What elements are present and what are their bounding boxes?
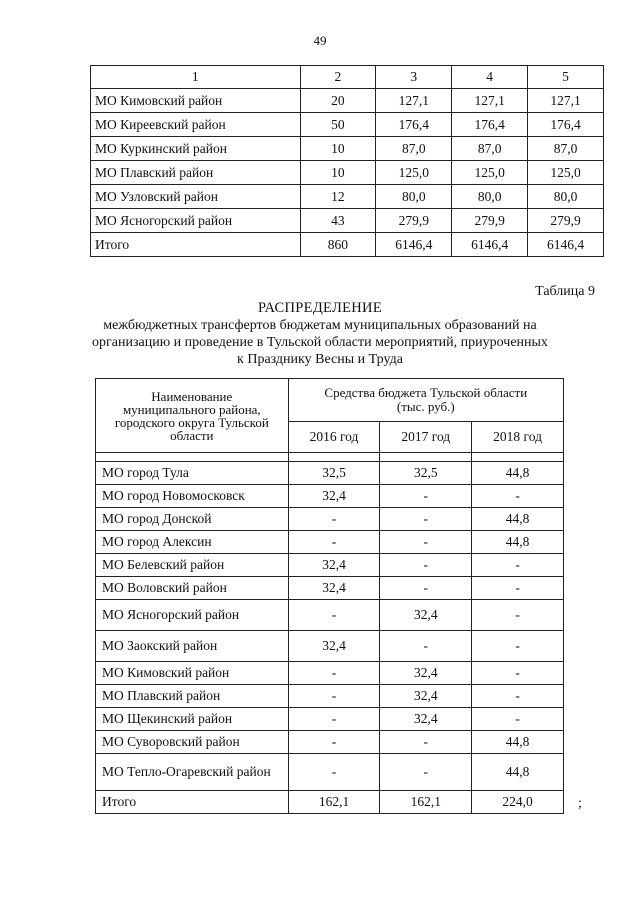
value-cell: 32,4 xyxy=(380,600,472,631)
value-cell: 12 xyxy=(300,185,376,209)
page-number: 49 xyxy=(313,33,327,48)
year-header: 2018 год xyxy=(472,422,564,453)
column-number-cell: 2 xyxy=(300,66,376,89)
value-cell: 176,4 xyxy=(376,113,452,137)
value-cell: 32,4 xyxy=(380,662,472,685)
region-name-cell: Итого xyxy=(96,791,289,814)
table-row xyxy=(96,600,564,631)
value-cell: 279,9 xyxy=(452,209,528,233)
value-cell: 80,0 xyxy=(376,185,452,209)
value-cell: 43 xyxy=(300,209,376,233)
value-cell: 176,4 xyxy=(528,113,604,137)
value-cell: 80,0 xyxy=(528,185,604,209)
column-number-cell: 3 xyxy=(376,66,452,89)
region-name-cell: МО Белевский район xyxy=(96,554,289,577)
spacer-row xyxy=(96,453,564,462)
value-cell: - xyxy=(380,531,472,554)
value-cell: 6146,4 xyxy=(452,233,528,257)
value-cell: 50 xyxy=(300,113,376,137)
spacer-cell xyxy=(96,453,289,462)
region-name-cell: МО Куркинский район xyxy=(91,137,301,161)
table-row xyxy=(91,233,604,257)
value-cell: 860 xyxy=(300,233,376,257)
table-row xyxy=(91,137,604,161)
value-cell: - xyxy=(472,662,564,685)
value-cell: - xyxy=(380,754,472,791)
region-name-cell: МО Киреевский район xyxy=(91,113,301,137)
table-row xyxy=(91,89,604,113)
value-cell: 125,0 xyxy=(452,161,528,185)
value-cell: 10 xyxy=(300,161,376,185)
value-cell: 32,4 xyxy=(380,708,472,731)
region-name-cell: МО Плавский район xyxy=(96,685,289,708)
region-name-cell: МО город Алексин xyxy=(96,531,289,554)
region-name-cell: МО Суворовский район xyxy=(96,731,289,754)
value-cell: 32,4 xyxy=(380,685,472,708)
region-name-cell: МО город Донской xyxy=(96,508,289,531)
table-row xyxy=(96,631,564,662)
allocation-table-continued xyxy=(90,65,604,257)
value-cell: - xyxy=(472,685,564,708)
heading-line: к Празднику Весны и Труда xyxy=(237,352,403,367)
value-cell: - xyxy=(472,485,564,508)
table-row xyxy=(96,485,564,508)
table-row xyxy=(96,554,564,577)
column-number-cell: 5 xyxy=(528,66,604,89)
value-cell: - xyxy=(380,731,472,754)
region-name-cell: МО город Тула xyxy=(96,462,289,485)
region-name-cell: МО Ясногорский район xyxy=(96,600,289,631)
table-row xyxy=(91,209,604,233)
table-row xyxy=(96,462,564,485)
table-row xyxy=(96,708,564,731)
table-row xyxy=(96,731,564,754)
table-row xyxy=(91,185,604,209)
region-name-cell: МО Щекинский район xyxy=(96,708,289,731)
value-cell: - xyxy=(472,708,564,731)
value-cell: 20 xyxy=(300,89,376,113)
document-heading xyxy=(60,300,580,368)
value-cell: 80,0 xyxy=(452,185,528,209)
value-cell: 279,9 xyxy=(528,209,604,233)
value-cell: 10 xyxy=(300,137,376,161)
year-header: 2016 год xyxy=(288,422,380,453)
table-header-row xyxy=(91,66,604,89)
table-header-row xyxy=(96,379,564,422)
value-cell: 176,4 xyxy=(452,113,528,137)
value-cell: 87,0 xyxy=(376,137,452,161)
header-text: (тыс. руб.) xyxy=(396,399,455,414)
value-cell: 224,0 xyxy=(472,791,564,814)
table-row xyxy=(96,577,564,600)
value-cell: 32,4 xyxy=(288,631,380,662)
value-cell: 44,8 xyxy=(472,754,564,791)
value-cell: 44,8 xyxy=(472,731,564,754)
region-name-cell: МО Кимовский район xyxy=(96,662,289,685)
value-cell: 6146,4 xyxy=(528,233,604,257)
table-row xyxy=(91,161,604,185)
value-cell: 125,0 xyxy=(376,161,452,185)
value-cell: 32,4 xyxy=(288,485,380,508)
header-text: области xyxy=(170,427,214,443)
table-row xyxy=(96,662,564,685)
value-cell: 32,5 xyxy=(380,462,472,485)
region-name-cell: МО Плавский район xyxy=(91,161,301,185)
table-row xyxy=(96,754,564,791)
value-cell: - xyxy=(472,600,564,631)
value-cell: 125,0 xyxy=(528,161,604,185)
value-cell: - xyxy=(380,554,472,577)
value-cell: 44,8 xyxy=(472,462,564,485)
value-cell: 87,0 xyxy=(452,137,528,161)
table-row xyxy=(91,113,604,137)
table-caption: Таблица 9 xyxy=(535,284,595,299)
value-cell: - xyxy=(288,685,380,708)
value-cell: 127,1 xyxy=(452,89,528,113)
value-cell: - xyxy=(288,731,380,754)
table-row xyxy=(96,531,564,554)
value-cell: - xyxy=(288,531,380,554)
region-column-header xyxy=(96,379,289,453)
column-number-cell: 4 xyxy=(452,66,528,89)
value-cell: 6146,4 xyxy=(376,233,452,257)
region-name-cell: Итого xyxy=(91,233,301,257)
distribution-table xyxy=(95,378,564,814)
header-text: Наименование xyxy=(151,388,233,404)
region-name-cell: МО Кимовский район xyxy=(91,89,301,113)
value-cell: - xyxy=(472,554,564,577)
value-cell: 87,0 xyxy=(528,137,604,161)
value-cell: 32,4 xyxy=(288,577,380,600)
value-cell: - xyxy=(288,662,380,685)
value-cell: - xyxy=(472,577,564,600)
value-cell: 162,1 xyxy=(380,791,472,814)
region-name-cell: МО Тепло-Огаревский район xyxy=(96,754,289,791)
spacer-cell xyxy=(472,453,564,462)
value-cell: - xyxy=(380,508,472,531)
value-cell: - xyxy=(472,631,564,662)
value-cell: 44,8 xyxy=(472,508,564,531)
region-name-cell: МО Заокский район xyxy=(96,631,289,662)
value-cell: - xyxy=(380,485,472,508)
funds-column-header xyxy=(288,379,563,422)
table-row xyxy=(96,791,564,814)
table-row xyxy=(96,508,564,531)
value-cell: 32,5 xyxy=(288,462,380,485)
value-cell: - xyxy=(288,754,380,791)
header-text: муниципального района, xyxy=(122,401,261,417)
value-cell: 279,9 xyxy=(376,209,452,233)
region-name-cell: МО Воловский район xyxy=(96,577,289,600)
table-row xyxy=(96,685,564,708)
trailing-semicolon: ; xyxy=(578,796,582,811)
spacer-cell xyxy=(288,453,380,462)
value-cell: 32,4 xyxy=(288,554,380,577)
value-cell: - xyxy=(288,600,380,631)
value-cell: 44,8 xyxy=(472,531,564,554)
heading-line: межбюджетных трансфертов бюджетам муниципальных образований на xyxy=(103,318,537,333)
region-name-cell: МО Ясногорский район xyxy=(91,209,301,233)
region-name-cell: МО город Новомосковск xyxy=(96,485,289,508)
value-cell: - xyxy=(288,708,380,731)
value-cell: - xyxy=(380,577,472,600)
value-cell: 127,1 xyxy=(376,89,452,113)
column-number-cell: 1 xyxy=(91,66,301,89)
value-cell: - xyxy=(380,631,472,662)
year-header: 2017 год xyxy=(380,422,472,453)
value-cell: - xyxy=(288,508,380,531)
heading-line: организацию и проведение в Тульской области мероприятий, приуроченных xyxy=(92,335,548,350)
value-cell: 162,1 xyxy=(288,791,380,814)
header-text: Средства бюджета Тульской области xyxy=(324,385,528,400)
value-cell: 127,1 xyxy=(528,89,604,113)
spacer-cell xyxy=(380,453,472,462)
header-text: городского округа Тульской xyxy=(114,414,269,430)
region-name-cell: МО Узловский район xyxy=(91,185,301,209)
heading-title: РАСПРЕДЕЛЕНИЕ xyxy=(258,300,382,316)
